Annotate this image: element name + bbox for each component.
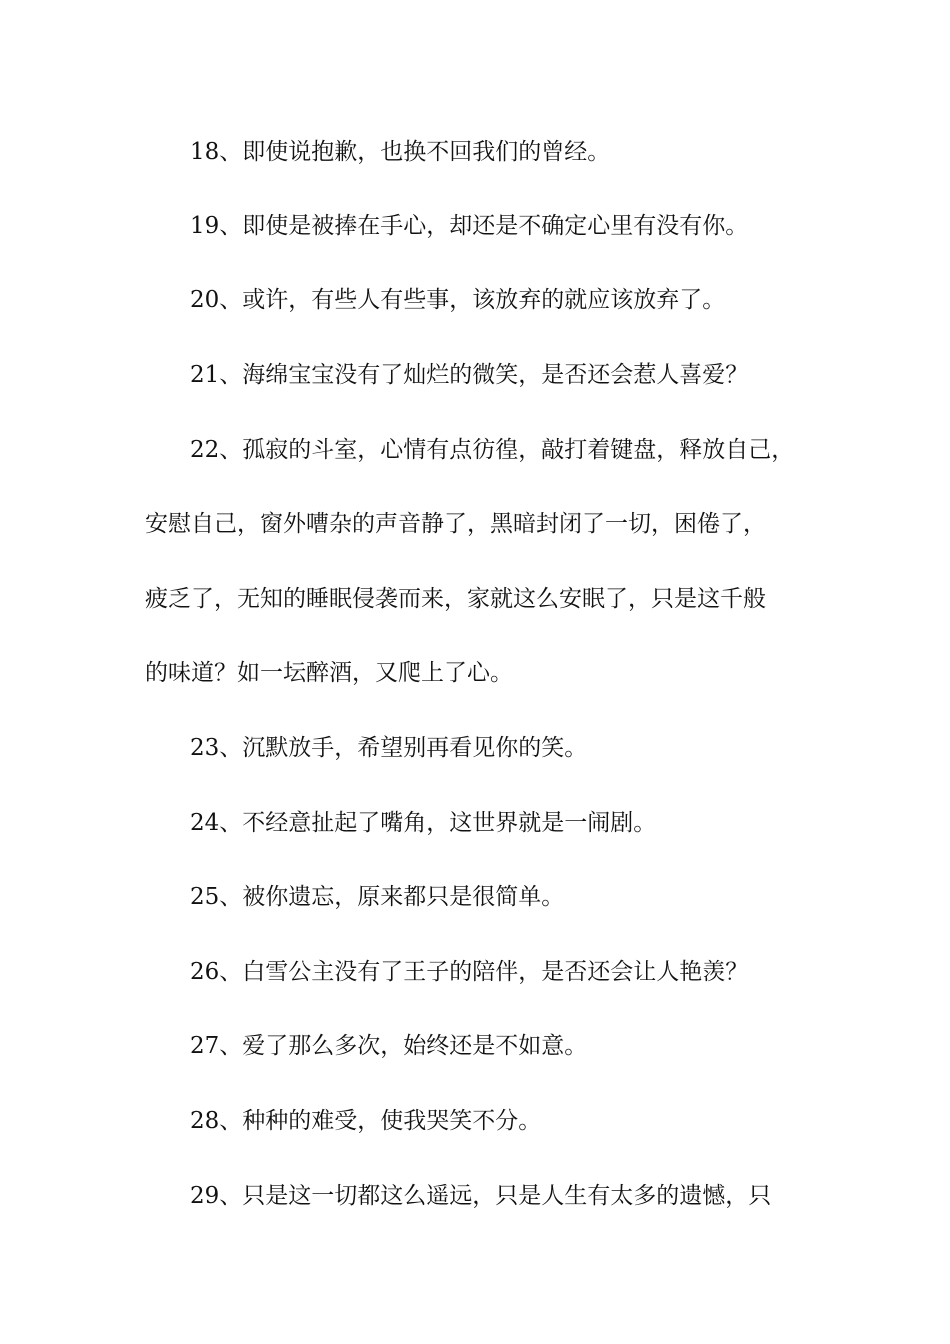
text-line: 24、不经意扯起了嘴角，这世界就是一闹剧。 — [190, 810, 657, 836]
text-line: 22、孤寂的斗室，心情有点彷徨，敲打着键盘，释放自己， — [190, 437, 795, 463]
text-line: 29、只是这一切都这么遥远，只是人生有太多的遗憾，只 — [190, 1183, 772, 1209]
text-line: 27、爱了那么多次，始终还是不如意。 — [190, 1033, 588, 1059]
text-line: 安慰自己，窗外嘈杂的声音静了，黑暗封闭了一切，困倦了， — [145, 511, 766, 537]
text-line: 25、被你遗忘，原来都只是很简单。 — [190, 884, 565, 910]
text-line: 19、即使是被捧在手心，却还是不确定心里有没有你。 — [190, 213, 749, 239]
text-line: 26、白雪公主没有了王子的陪伴，是否还会让人艳羡？ — [190, 959, 749, 985]
text-line: 28、种种的难受，使我哭笑不分。 — [190, 1108, 542, 1134]
text-line: 的味道？如一坛醉酒，又爬上了心。 — [145, 660, 513, 686]
text-line: 20、或许，有些人有些事，该放弃的就应该放弃了。 — [190, 287, 726, 313]
text-line: 疲乏了，无知的睡眠侵袭而来，家就这么安眠了，只是这千般 — [145, 586, 766, 612]
text-line: 21、海绵宝宝没有了灿烂的微笑，是否还会惹人喜爱？ — [190, 362, 749, 388]
text-line: 23、沉默放手，希望别再看见你的笑。 — [190, 735, 588, 761]
text-line: 18、即使说抱歉，也换不回我们的曾经。 — [190, 139, 611, 165]
